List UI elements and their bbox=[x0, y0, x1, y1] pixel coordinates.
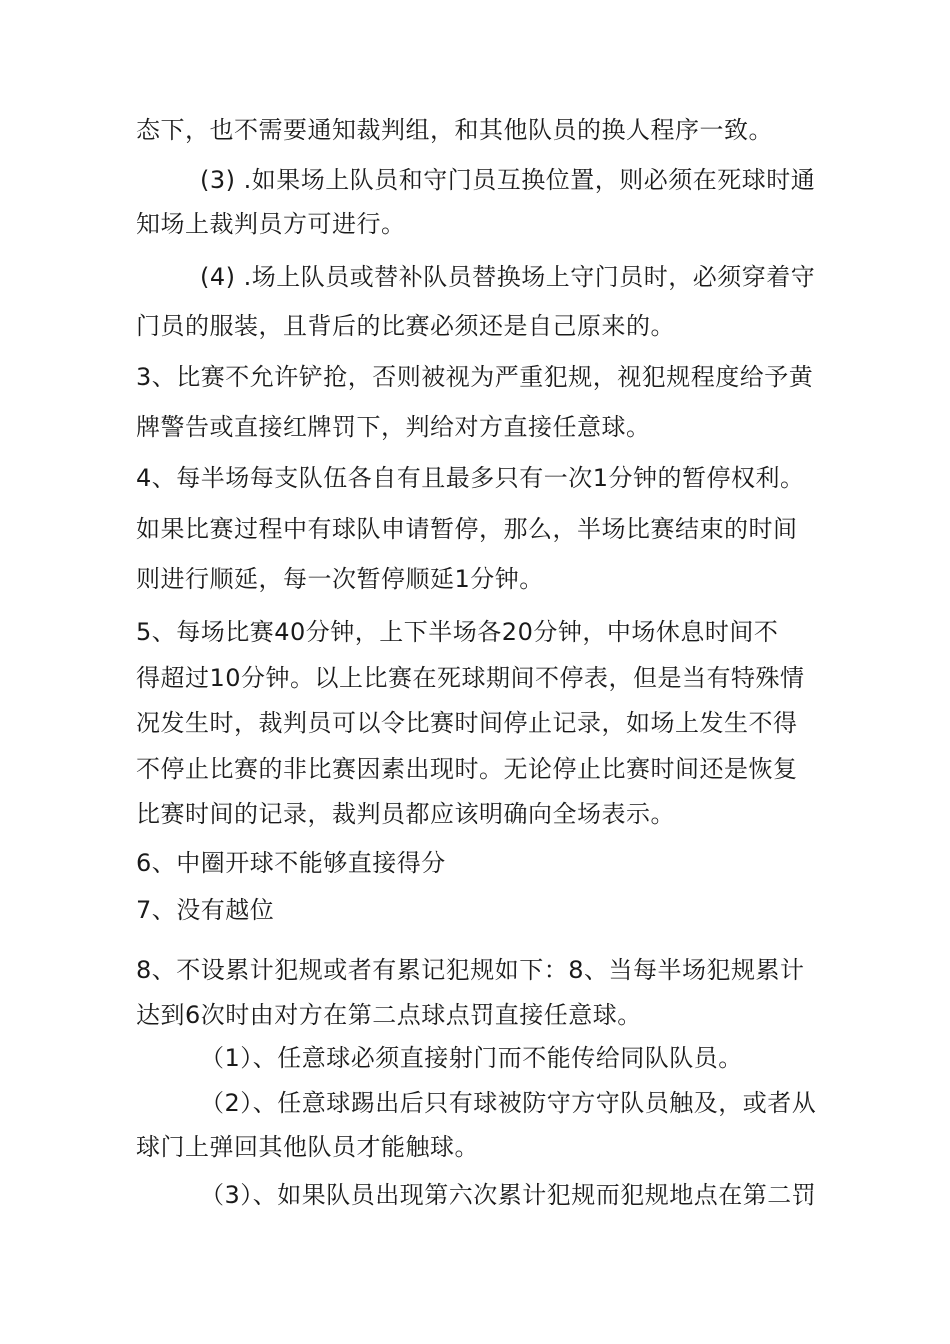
text-line-21: （2）、任意球踢出后只有球被防守方守队员触及，或者从 bbox=[200, 1089, 817, 1117]
text-line-1: 态下，也不需要通知裁判组，和其他队员的换人程序一致。 bbox=[136, 116, 773, 144]
text-line-5: 门员的服装，且背后的比赛必须还是自己原来的。 bbox=[136, 312, 675, 340]
text-line-22: 球门上弹回其他队员才能触球。 bbox=[136, 1133, 479, 1161]
text-line-12: 得超过10分钟。以上比赛在死球期间不停表，但是当有特殊情 bbox=[136, 664, 805, 692]
text-line-19: 达到6次时由对方在第二点球点罚直接任意球。 bbox=[136, 1001, 642, 1029]
text-line-23: （3）、如果队员出现第六次累计犯规而犯规地点在第二罚 bbox=[200, 1181, 817, 1209]
text-line-17: 7、没有越位 bbox=[136, 896, 275, 924]
text-line-16: 6、中圈开球不能够直接得分 bbox=[136, 849, 446, 877]
text-line-10: 则进行顺延，每一次暂停顺延1分钟。 bbox=[136, 565, 544, 593]
text-line-18: 8、不设累计犯规或者有累记犯规如下：8、当每半场犯规累计 bbox=[136, 956, 805, 984]
text-line-7: 牌警告或直接红牌罚下，判给对方直接任意球。 bbox=[136, 413, 651, 441]
text-line-9: 如果比赛过程中有球队申请暂停，那么，半场比赛结束的时间 bbox=[136, 515, 798, 543]
text-line-3: 知场上裁判员方可进行。 bbox=[136, 210, 406, 238]
text-line-20: （1）、任意球必须直接射门而不能传给同队队员。 bbox=[200, 1044, 743, 1072]
text-line-15: 比赛时间的记录，裁判员都应该明确向全场表示。 bbox=[136, 800, 675, 828]
text-line-13: 况发生时，裁判员可以令比赛时间停止记录，如场上发生不得 bbox=[136, 709, 798, 737]
text-line-6: 3、比赛不允许铲抢，否则被视为严重犯规，视犯规程度给予黄 bbox=[136, 363, 814, 391]
text-line-8: 4、每半场每支队伍各自有且最多只有一次1分钟的暂停权利。 bbox=[136, 464, 805, 492]
text-line-4: (4) .场上队员或替补队员替换场上守门员时，必须穿着守 bbox=[200, 263, 816, 291]
text-line-2: (3) .如果场上队员和守门员互换位置，则必须在死球时通 bbox=[200, 166, 816, 194]
text-line-14: 不停止比赛的非比赛因素出现时。无论停止比赛时间还是恢复 bbox=[136, 755, 798, 783]
text-line-11: 5、每场比赛40分钟，上下半场各20分钟，中场休息时间不 bbox=[136, 618, 779, 646]
